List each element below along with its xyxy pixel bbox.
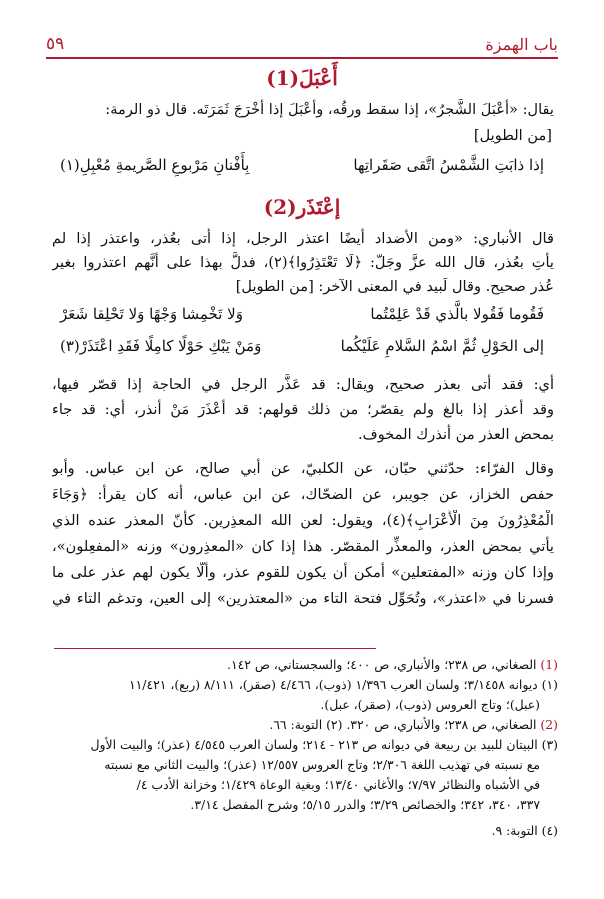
footnote-number: (٣): [541, 737, 558, 752]
footnote-rule: [54, 648, 376, 649]
footnote-number: (2): [540, 717, 558, 732]
footnote: [50, 656, 558, 674]
text-line: وقد أعذر إذا بالغ ولم يقصّر؛ من ذلك قولهم: قد أَعْذَرَ مَنْ أنذر، أي: قد جاء: [52, 401, 554, 418]
text-line: يقال: «أَعْبَلَ الشَّجرُ»، إذا سقط ورقُه، وأَعْبَلَ إذا أَخْرَجَ ثَمَرَتَه. قال ذو الرمة:: [105, 101, 554, 118]
verse-second-hemistich: وَمَنْ يَبْكِ حَوْلًا كامِلًا فَقَدِ اعْتَذَرْ(٣): [60, 337, 262, 355]
footnote-number: (١): [541, 677, 558, 692]
page-header: [46, 30, 558, 54]
poem-verse: [60, 305, 544, 323]
text-line: وإذا كان وزنه «المفتعلين» أمكن أن يكون للقوم عذر، وألّا يكون لهم عذر على ما: [52, 564, 554, 581]
text-line: بمحض العذر من أنذرك المخوف.: [357, 426, 554, 443]
text-line: أي: فقد أتى بعذر صحيح، ويقال: قد عَذَّر الرجل في الحاجة إذا قصّر فيها،: [52, 376, 554, 393]
footnote: [50, 716, 558, 734]
footnote-text: الصغاني، ص ٢٣٨؛ والأنباري، ص ٤٠٠؛ والسجستاني، ص ١٤٢.: [227, 657, 537, 672]
meter-label: [من الطويل]: [473, 127, 552, 144]
verse-second-hemistich: بِأَفْنانِ مَرْبوعِ الصَّريمةِ مُعْبِلِ(١): [60, 156, 250, 174]
text-line: يأتِ بعُذر، قال الله عزَّ وجَلّ: ﴿لَا تَعْتَذِرُوا﴾(٢)، فدلَّ بهذا على أنَّهم اعتذروا بغير: [52, 254, 554, 271]
text-line: الْمُعْذِرُونَ مِنَ الْأَعْرَابِ﴾(٤)، ويقول: لعن الله المعذِرين. كأنّ المعذر عنده الذي: [52, 512, 554, 529]
entry-title-1: أَعْبَلَ(1): [266, 66, 338, 90]
verse-first-hemistich: فَقُوما فَقُولا بالَّذي قَدْ عَلِمْتُما: [370, 305, 544, 323]
footnote-text: ديوانه ٣/١٤٥٨؛ ولسان العرب ١/٣٩٦ (ذوب)، ٤/٤٦٦ (صقر)، ٨/١١١ (ربع)، ١١/٤٢١: [128, 677, 538, 692]
header-rule: [46, 57, 558, 59]
footnote-text: الصغاني، ص ٢٣٨؛ والأنباري، ص ٣٢٠. (٢) التوبة: ٦٦.: [269, 717, 537, 732]
footnote-continuation: مع نسبته في تهذيب اللغة ٢/٣٠٦؛ وتاج العروس ١٢/٥٥٧ (عذر)؛ والبيت الثاني مع نسبته: [104, 757, 540, 772]
footnote-number: (1): [540, 657, 558, 672]
entry-title-2: إعْتَذَر(2): [263, 195, 341, 219]
footnote-text: التوبة: ٩.: [491, 823, 538, 838]
verse-second-hemistich: وَلا تَخْمِشا وَجْهًا وَلا تَحْلِقا شَعَرْ: [60, 305, 243, 323]
text-line: وقال الفرّاء: حدّثني حبّان، عن الكلبيّ، عن أبي صالح، عن ابن عباس. وأبو: [52, 460, 554, 477]
footnote-number: (٤): [541, 823, 558, 838]
verse-first-hemistich: إلى الحَوْلِ ثُمَّ اسْمُ السَّلامِ عَلَيْكُما: [340, 337, 544, 355]
text-line: يأتي بمحض العذر، والمعذِّر المقصّر. هذا إذا كان «المعذِرون» وزنه «المفعِلون»،: [52, 538, 554, 555]
footnote-text: البيتان للبيد بن ربيعة في ديوانه ص ٢١٣ - ٢١٤؛ ولسان العرب ٤/٥٤٥ (عذر)؛ والبيت الأول: [90, 737, 538, 752]
footnote-continuation: في الأشباه والنظائر ٧/٩٧؛ والأغاني ١٣/٤٠؛ وبغية الوعاة ١/٤٢٩؛ وخزانة الأدب ٤/: [136, 777, 540, 792]
verse-first-hemistich: إذا ذابَتِ الشَّمْسُ اتَّقى صَقَراتِها: [353, 156, 544, 174]
text-line: قال الأنباري: «ومن الأضداد أيضًا اعتذر الرجل، إذا أتى بعُذر، واعتذر إذا لم: [52, 230, 554, 247]
footnote: [50, 822, 558, 840]
footnote-continuation: ٣٣٧، ٣٤٠، ٣٤٢؛ والخصائص ٣/٢٩؛ والدرر ٥/١٥؛ وشرح المفصل ٣/١٤.: [190, 797, 540, 812]
chapter-title: باب الهمزة: [485, 35, 558, 54]
footnote: [50, 736, 558, 754]
poem-verse: [60, 337, 544, 355]
page-number: ٥٩: [46, 34, 65, 54]
footnote-continuation: (عبل)؛ وتاج العروس (ذوب)، (صقر)، عبل).: [320, 697, 540, 712]
text-line: فسرنا في «اعتذر»، وتُحَوِّل فتحة التاء من «المعتذرين» إلى العين، وتدغم التاء في: [52, 590, 554, 607]
footnote: [50, 676, 558, 694]
text-line: حفص الخزاز، عن جويبر، عن الضحّاك، عن ابن عباس، أنه كان يقرأ: ﴿وَجَاءَ: [52, 486, 554, 503]
text-line: عُذر صحيح. وقال لَبيد في المعنى الآخر: [من الطويل]: [235, 278, 554, 295]
poem-verse: [60, 156, 544, 174]
